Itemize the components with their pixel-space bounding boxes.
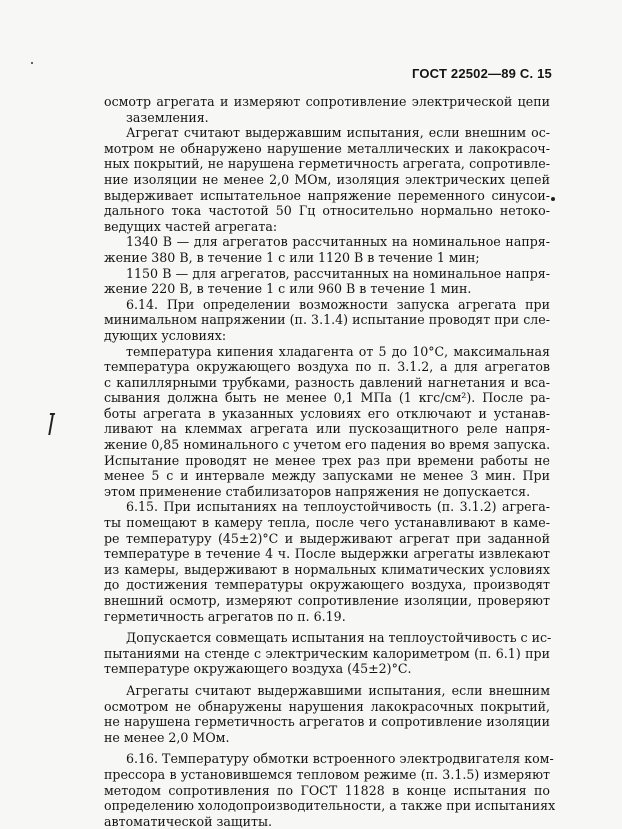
text-line: мотром не обнаружено нарушение металлических и лакокрасоч- <box>104 140 550 156</box>
text-line: пытаниями на стенде с электрическим калориметром (п. 6.1) при <box>104 645 550 661</box>
text-line: Испытание проводят не менее трех раз при времени работы не <box>104 452 550 468</box>
margin-bullet <box>551 197 555 201</box>
text-line: автоматической защиты. <box>104 813 272 829</box>
text-line: Допускается совмещать испытания на теплоустойчивость с ис- <box>126 630 552 646</box>
text-line: жение 220 В, в течение 1 с или 960 В в течение 1 мин. <box>104 281 472 297</box>
text-line: этом применение стабилизаторов напряжения не допускается. <box>104 483 531 499</box>
text-line: 6.15. При испытаниях на теплоустойчивость (п. 3.1.2) агрега- <box>126 499 550 515</box>
text-line: Агрегаты считают выдержавшими испытания, если внешним <box>126 682 550 698</box>
text-line: выдерживает испытательное напряжение переменного синусои- <box>104 187 550 203</box>
text-line: сывания должна быть не менее 0,1 МПа (1 кгс/см²). После ра- <box>104 390 550 406</box>
text-line: жение 380 В, в течение 1 с или 1120 В в течение 1 мин; <box>104 249 480 265</box>
text-line: дального тока частотой 50 Гц относительно нормально нетоко- <box>104 203 550 219</box>
text-line: ре температуру (45±2)°С и выдерживают агрегат при заданной <box>104 530 550 546</box>
scan-speck <box>31 62 33 64</box>
text-line: не нарушена герметичность агрегатов и сопротивление изоляции <box>104 714 550 730</box>
text-line: не менее 2,0 МОм. <box>104 729 230 745</box>
text-line: из камеры, выдерживают в нормальных климатических условиях <box>104 561 550 577</box>
text-line: жение 0,85 номинального с учетом его падения во время запуска. <box>104 437 551 453</box>
document-body <box>104 94 556 829</box>
text-line: ты помещают в камеру тепла, после чего устанавливают в каме- <box>104 515 550 531</box>
page-header: ГОСТ 22502—89 С. 15 <box>411 66 552 81</box>
text-line: ных покрытий, не нарушена герметичность агрегата, сопротивле- <box>104 156 550 172</box>
text-line: ливают на клеммах агрегата или пускозащитного реле напря- <box>104 421 550 437</box>
text-line: температура кипения хладагента от 5 до 10°С, максимальная <box>126 343 550 359</box>
text-line: менее 5 с и интервале между запусками не менее 3 мин. При <box>104 468 550 484</box>
text-line: прессора в установившемся тепловом режиме (п. 3.1.5) измеряют <box>104 766 550 782</box>
text-line: дующих условиях: <box>104 327 227 343</box>
text-line: ведущих частей агрегата: <box>104 218 278 234</box>
text-line: ние изоляции не менее 2,0 МОм, изоляция электрических цепей <box>104 171 550 187</box>
text-line: внешний осмотр, измеряют сопротивление изоляции, проверяют <box>104 593 550 608</box>
text-line: температуре в течение 4 ч. После выдержки агрегаты извлекают <box>104 546 550 562</box>
text-line: заземления. <box>126 109 209 125</box>
margin-mark <box>48 415 58 435</box>
text-line: до достижения температуры окружающего воздуха, производят <box>104 577 550 593</box>
text-line: температура окружающего воздуха по п. 3.1.2, а для агрегатов <box>104 359 550 375</box>
text-line: 1340 В — для агрегатов рассчитанных на номинальное напря- <box>126 234 550 250</box>
text-line: методом сопротивления по ГОСТ 11828 в конце испытания по <box>104 782 550 798</box>
text-line: герметичность агрегатов по п. 6.19. <box>104 608 346 624</box>
text-line: 6.14. При определении возможности запуска агрегата при <box>126 296 550 312</box>
text-line: температуре окружающего воздуха (45±2)°С. <box>104 661 412 677</box>
text-line: Агрегат считают выдержавшим испытания, если внешним ос- <box>126 125 550 141</box>
text-line: 1150 В — для агрегатов, рассчитанных на номинальное напря- <box>126 265 550 281</box>
text-line: боты агрегата в указанных условиях его отключают и устанав- <box>104 405 550 421</box>
text-line: минимальном напряжении (п. 3.1.4) испытание проводят при сле- <box>104 312 550 328</box>
text-line: осмотр агрегата и измеряют сопротивление электрической цепи <box>104 94 550 109</box>
text-line: определению холодопроизводительности, а также при испытаниях <box>104 798 556 814</box>
text-line: 6.16. Температуру обмотки встроенного электродвигателя ком- <box>126 751 554 767</box>
text-line: с капиллярными трубками, разность давлений нагнетания и вса- <box>104 374 550 390</box>
text-line: осмотром не обнаружены нарушения лакокрасочных покрытий, <box>104 698 550 714</box>
